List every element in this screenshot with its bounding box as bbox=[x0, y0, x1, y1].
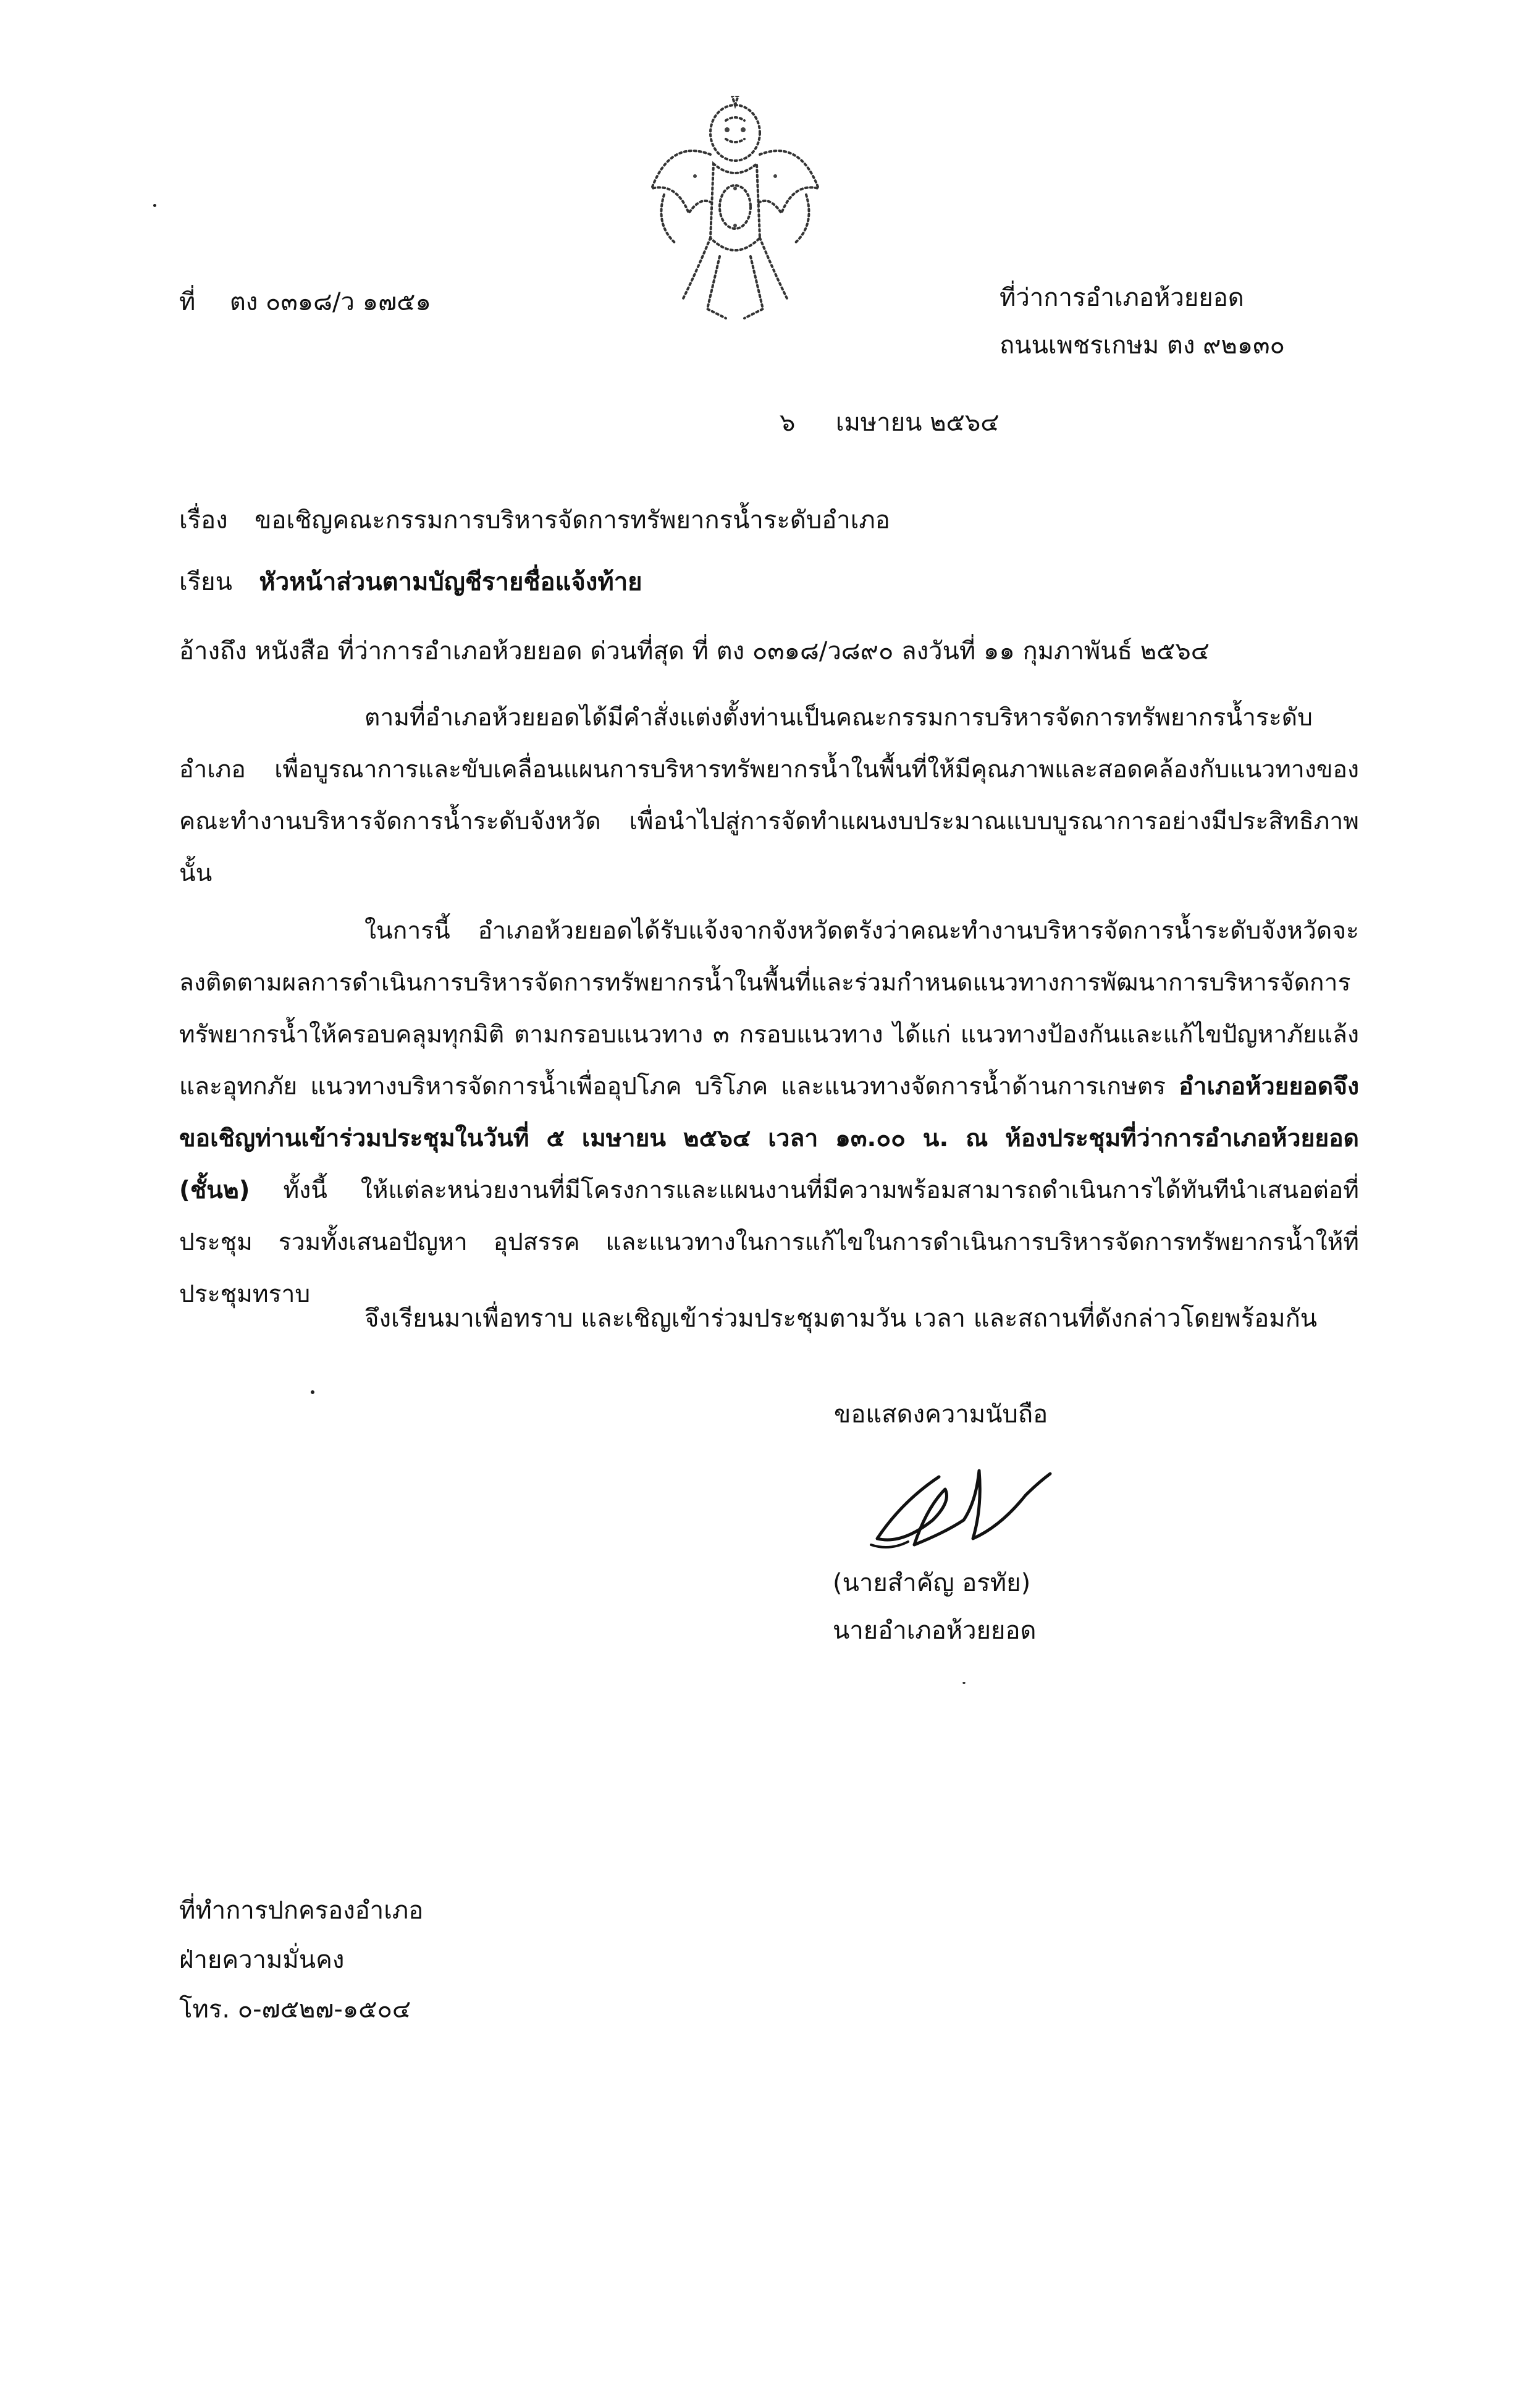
subject-text: ขอเชิญคณะกรรมการบริหารจัดการทรัพยากรน้ำระดับอำเภอ bbox=[255, 506, 890, 534]
doc-number: ตง ๐๓๑๘/ว ๑๗๕๑ bbox=[229, 288, 431, 316]
signature-mark bbox=[865, 1452, 1063, 1563]
date-month-year: เมษายน ๒๕๖๔ bbox=[835, 408, 1000, 437]
scan-speck bbox=[311, 1390, 314, 1394]
addressee-label: เรียน bbox=[179, 568, 232, 596]
closing-salutation: ขอแสดงความนับถือ bbox=[834, 1400, 1048, 1429]
body-paragraph-2-text-b: ทั้งนี้ ให้แต่ละหน่วยงานที่มีโครงการและแผนงานที่มีความพร้อมสามารถดำเนินการได้ทันทีนำเสนอต่อที่ประชุม รวมทั้งเสนอปัญหา อุปสรรค และแนวทางในการแก้ไขในการดำเนินการบริหารจัดการทรัพยากรน้ำให้ที่ประชุมทราบ bbox=[179, 1177, 1359, 1308]
footer-office: ที่ทำการปกครองอำเภอ bbox=[179, 1896, 424, 1925]
body-paragraph-2-text-a: ในการนี้ อำเภอห้วยยอดได้รับแจ้งจากจังหวัดตรังว่าคณะทำงานบริหารจัดการน้ำระดับจังหวัดจะลงติดตามผลการดำเนินการบริหารจัดการทรัพยากรน้ำในพื้นที่และร่วมกำหนดแนวทางการพัฒนาการบริหารจัดการทรัพยากรน้ำให้ครอบคลุมทุกมิติ ตามกรอบแนวทาง ๓ กรอบแนวทาง ได้แก่ แนวทางป้องกันและแก้ไขปัญหาภัยแล้งและอุทกภัย แนวทางบริหารจัดการน้ำเพื่ออุปโภค บริโภค และแนวทางจัดการน้ำด้านการเกษตร bbox=[179, 917, 1359, 1100]
doc-number-label: ที่ bbox=[179, 288, 196, 316]
doc-number-line bbox=[179, 287, 431, 317]
closing-request: จึงเรียนมาเพื่อทราบ และเชิญเข้าร่วมประชุมตามวัน เวลา และสถานที่ดังกล่าวโดยพร้อมกัน bbox=[364, 1304, 1318, 1333]
date-day: ๖ bbox=[780, 408, 796, 437]
subject-line bbox=[179, 505, 890, 535]
subject-label: เรื่อง bbox=[179, 506, 228, 534]
office-address: ถนนเพชรเกษม ตง ๙๒๑๓๐ bbox=[1000, 331, 1285, 360]
footer-phone: โทร. ๐-๗๕๒๗-๑๕๐๔ bbox=[179, 1995, 411, 2024]
body-paragraph-1: ตามที่อำเภอห้วยยอดได้มีคำสั่งแต่งตั้งท่านเป็นคณะกรรมการบริหารจัดการทรัพยากรน้ำระดับอำเภอ เพื่อบูรณาการและขับเคลื่อนแผนการบริหารทรัพยากรน้ำในพื้นที่ให้มีคุณภาพและสอดคล้องกับแนวทางของคณะทำงานบริหารจัดการน้ำระดับจังหวัด เพื่อนำไปสู่การจัดทำแผนงบประมาณแบบบูรณาการอย่างมีประสิทธิภาพ นั้น bbox=[179, 704, 1359, 887]
scan-speck bbox=[153, 204, 156, 207]
signatory-name: (นายสำคัญ อรทัย) bbox=[833, 1569, 1031, 1597]
addressee-text: หัวหน้าส่วนตามบัญชีรายชื่อแจ้งท้าย bbox=[259, 568, 642, 596]
signatory-position: นายอำเภอห้วยยอด bbox=[833, 1616, 1037, 1645]
meeting-details: อำเภอห้วยยอดจึงขอเชิญท่านเข้าร่วมประชุมในวันที่ ๕ เมษายน ๒๕๖๔ เวลา ๑๓.๐๐ น. ณ ห้องประชุมที่ว่าการอำเภอห้วยยอด (ชั้น๒) bbox=[179, 1073, 1359, 1204]
addressee-line bbox=[179, 567, 642, 597]
garuda-emblem-icon bbox=[646, 96, 825, 324]
office-name: ที่ว่าการอำเภอห้วยยอด bbox=[1000, 284, 1244, 312]
scan-speck bbox=[962, 1682, 966, 1684]
body-paragraph-2 bbox=[179, 905, 1359, 1320]
reference-line: อ้างถึง หนังสือ ที่ว่าการอำเภอห้วยยอด ด่วนที่สุด ที่ ตง ๐๓๑๘/ว๘๙๐ ลงวันที่ ๑๑ กุมภาพันธ์ ๒๕๖๔ bbox=[179, 637, 1210, 665]
footer-division: ฝ่ายความมั่นคง bbox=[179, 1946, 345, 1974]
date-line bbox=[780, 408, 1000, 437]
